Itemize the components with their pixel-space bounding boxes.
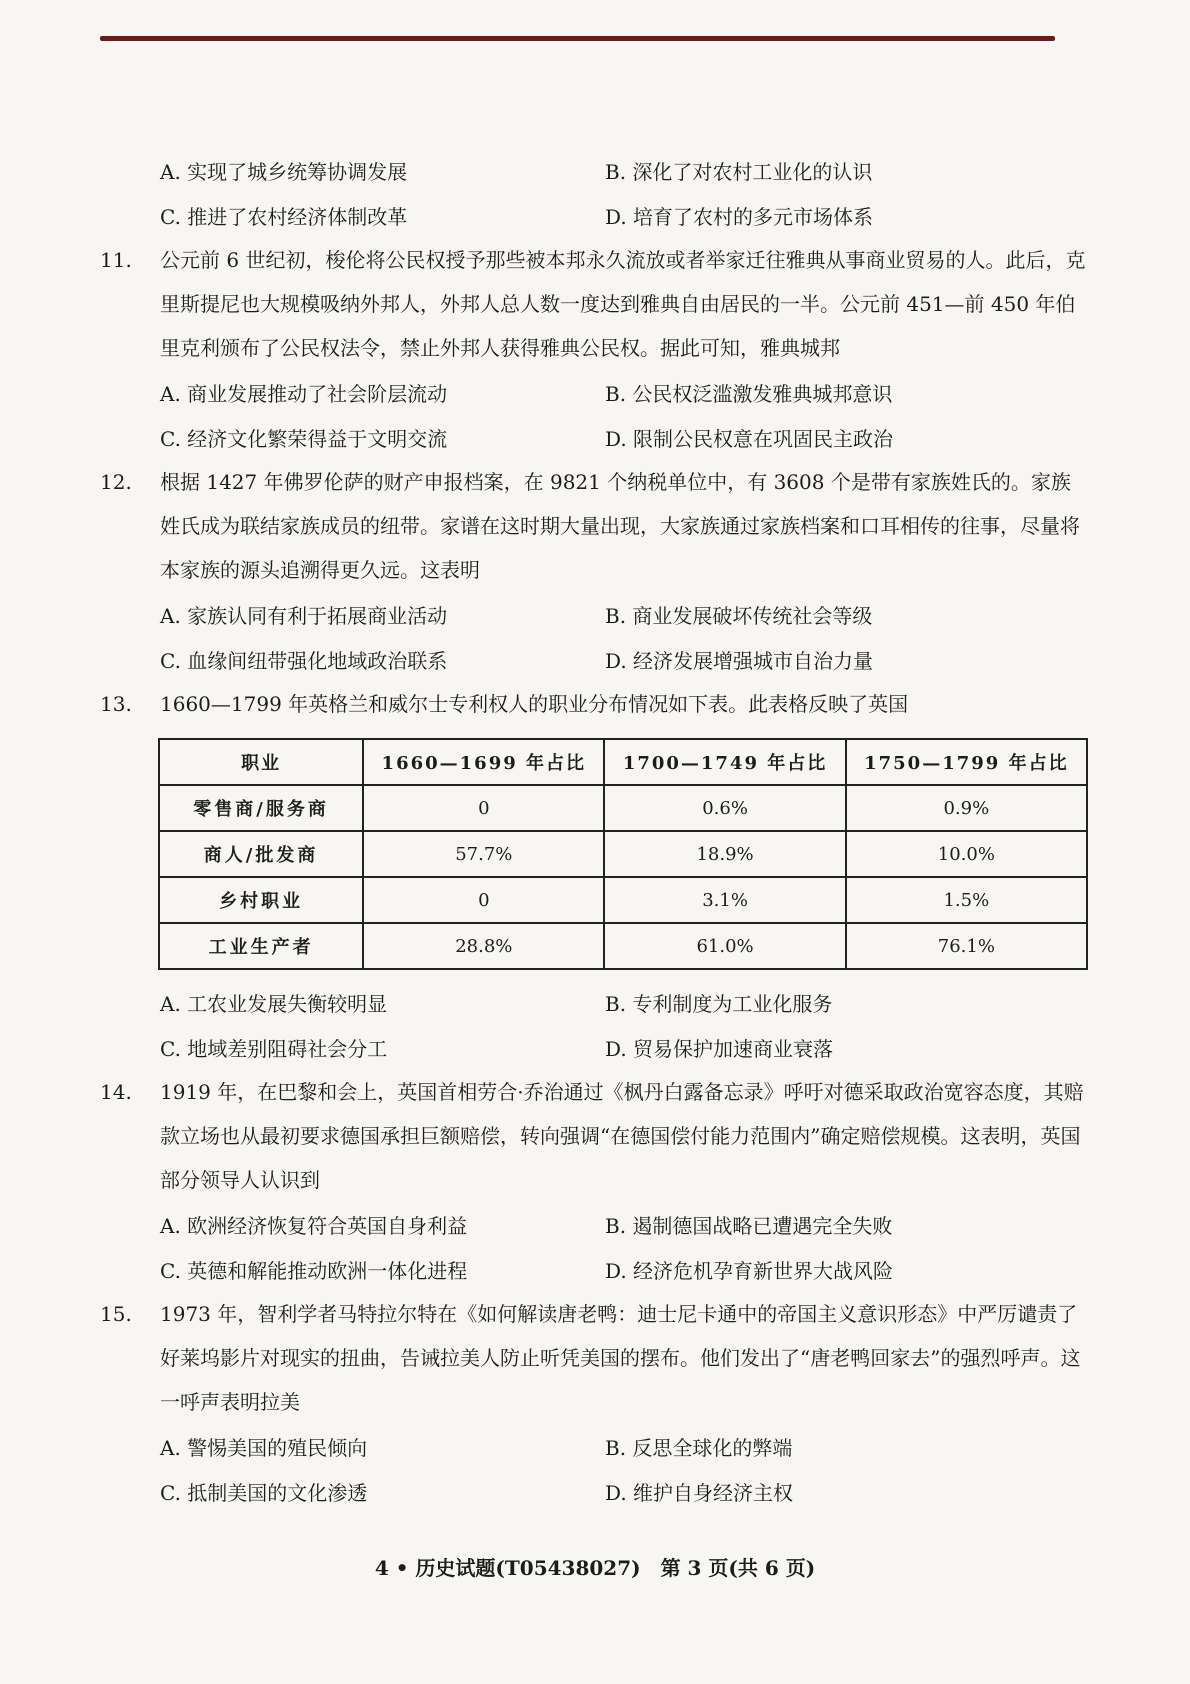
question-13-text: 1660—1799 年英格兰和威尔士专利权人的职业分布情况如下表。此表格反映了英国	[160, 692, 909, 716]
table-header-occupation: 职业	[159, 739, 363, 785]
table-header-row	[159, 739, 1087, 785]
table-cell-occupation: 工业生产者	[159, 923, 363, 969]
q14-option-a[interactable]: A. 欧洲经济恢复符合英国自身利益	[160, 1214, 468, 1238]
table-header-period-2: 1700—1749 年占比	[604, 739, 845, 785]
question-14-text: 1919 年，在巴黎和会上，英国首相劳合·乔治通过《枫丹白露备忘录》呼吁对德采取政治宽容态度，其赔款立场也从最初要求德国承担巨额赔偿，转向强调“在德国偿付能力范围内”确定赔偿规模。这表明，英国部分领导人认识到	[160, 1080, 1084, 1192]
question-11-number: 11.	[100, 248, 132, 272]
patent-occupation-table	[158, 738, 1088, 970]
q14-option-d[interactable]: D. 经济危机孕育新世界大战风险	[605, 1259, 894, 1283]
page-footer: 4 • 历史试题(T05438027) 第 3 页(共 6 页)	[374, 1556, 816, 1580]
question-15-number: 15.	[100, 1302, 132, 1326]
q15-option-a[interactable]: A. 警惕美国的殖民倾向	[160, 1436, 368, 1460]
q13-option-d[interactable]: D. 贸易保护加速商业衰落	[605, 1037, 834, 1061]
q11-options-row2	[160, 415, 1090, 460]
q13-option-a[interactable]: A. 工农业发展失衡较明显	[160, 992, 388, 1016]
q10-option-a[interactable]: A. 实现了城乡统筹协调发展	[160, 160, 408, 184]
q10-options-row1	[160, 148, 1090, 193]
q11-option-d[interactable]: D. 限制公民权意在巩固民主政治	[605, 427, 894, 451]
q15-options-row1	[160, 1424, 1090, 1469]
q14-option-c[interactable]: C. 英德和解能推动欧洲一体化进程	[160, 1259, 468, 1283]
question-12	[100, 460, 1090, 592]
q13-option-b[interactable]: B. 专利制度为工业化服务	[605, 992, 833, 1016]
table-cell: 0	[363, 877, 604, 923]
table-cell: 10.0%	[846, 831, 1087, 877]
question-12-text: 根据 1427 年佛罗伦萨的财产申报档案，在 9821 个纳税单位中，有 3608 个是带有家族姓氏的。家族姓氏成为联结家族成员的纽带。家谱在这时期大量出现，大家族通过家族档案和口耳相传的往事，尽量将本家族的源头追溯得更久远。这表明	[160, 470, 1080, 582]
table-header-period-3: 1750—1799 年占比	[846, 739, 1087, 785]
table-cell: 28.8%	[363, 923, 604, 969]
table-cell-occupation: 商人/批发商	[159, 831, 363, 877]
table-cell-occupation: 乡村职业	[159, 877, 363, 923]
question-14-stem	[100, 1070, 1090, 1202]
table-cell: 61.0%	[604, 923, 845, 969]
q11-option-c[interactable]: C. 经济文化繁荣得益于文明交流	[160, 427, 448, 451]
question-14-number: 14.	[100, 1080, 132, 1104]
question-15	[100, 1292, 1090, 1424]
table-cell: 1.5%	[846, 877, 1087, 923]
question-11	[100, 238, 1090, 370]
q14-options-row1	[160, 1202, 1090, 1247]
question-11-text: 公元前 6 世纪初，梭伦将公民权授予那些被本邦永久流放或者举家迁往雅典从事商业贸易的人。此后，克里斯提尼也大规模吸纳外邦人，外邦人总人数一度达到雅典自由居民的一半。公元前 451—前 450 年伯里克利颁布了公民权法令，禁止外邦人获得雅典公民权。据此可知，雅典城邦	[160, 248, 1086, 360]
q12-option-d[interactable]: D. 经济发展增强城市自治力量	[605, 649, 874, 673]
q13-options-row2	[160, 1025, 1090, 1070]
q15-option-c[interactable]: C. 抵制美国的文化渗透	[160, 1481, 368, 1505]
table-row	[159, 877, 1087, 923]
question-15-stem	[100, 1292, 1090, 1424]
table-cell: 0.6%	[604, 785, 845, 831]
question-12-stem	[100, 460, 1090, 592]
q12-options-row2	[160, 637, 1090, 682]
q15-option-b[interactable]: B. 反思全球化的弊端	[605, 1436, 793, 1460]
table-cell: 18.9%	[604, 831, 845, 877]
table-row	[159, 785, 1087, 831]
question-14	[100, 1070, 1090, 1202]
q10-option-d[interactable]: D. 培育了农村的多元市场体系	[605, 205, 874, 229]
question-13	[100, 682, 1090, 726]
q15-options-row2	[160, 1469, 1090, 1514]
question-13-stem	[100, 682, 1090, 726]
q12-option-b[interactable]: B. 商业发展破坏传统社会等级	[605, 604, 873, 628]
table-header-period-1: 1660—1699 年占比	[363, 739, 604, 785]
q15-option-d[interactable]: D. 维护自身经济主权	[605, 1481, 794, 1505]
q11-option-a[interactable]: A. 商业发展推动了社会阶层流动	[160, 382, 448, 406]
table-cell: 0.9%	[846, 785, 1087, 831]
question-11-stem	[100, 238, 1090, 370]
q13-options-row1	[160, 980, 1090, 1025]
q10-options-row2	[160, 193, 1090, 238]
table-row	[159, 831, 1087, 877]
q11-options-row1	[160, 370, 1090, 415]
table-row	[159, 923, 1087, 969]
question-15-text: 1973 年，智利学者马特拉尔特在《如何解读唐老鸭：迪士尼卡通中的帝国主义意识形态》中严厉谴责了好莱坞影片对现实的扭曲，告诫拉美人防止听凭美国的摆布。他们发出了“唐老鸭回家去”的强烈呼声。这一呼声表明拉美	[160, 1302, 1081, 1414]
q10-option-c[interactable]: C. 推进了农村经济体制改革	[160, 205, 408, 229]
q12-options-row1	[160, 592, 1090, 637]
exam-content	[100, 148, 1090, 1514]
q12-option-c[interactable]: C. 血缘间纽带强化地域政治联系	[160, 649, 448, 673]
table-cell: 3.1%	[604, 877, 845, 923]
q13-option-c[interactable]: C. 地域差别阻碍社会分工	[160, 1037, 388, 1061]
question-12-number: 12.	[100, 470, 132, 494]
q10-option-b[interactable]: B. 深化了对农村工业化的认识	[605, 160, 873, 184]
q14-options-row2	[160, 1247, 1090, 1292]
table-cell: 76.1%	[846, 923, 1087, 969]
table-cell-occupation: 零售商/服务商	[159, 785, 363, 831]
q14-option-b[interactable]: B. 遏制德国战略已遭遇完全失败	[605, 1214, 893, 1238]
q11-option-b[interactable]: B. 公民权泛滥激发雅典城邦意识	[605, 382, 893, 406]
table-cell: 57.7%	[363, 831, 604, 877]
table-cell: 0	[363, 785, 604, 831]
q12-option-a[interactable]: A. 家族认同有利于拓展商业活动	[160, 604, 448, 628]
question-13-number: 13.	[100, 692, 132, 716]
top-border-rule	[100, 36, 1055, 41]
